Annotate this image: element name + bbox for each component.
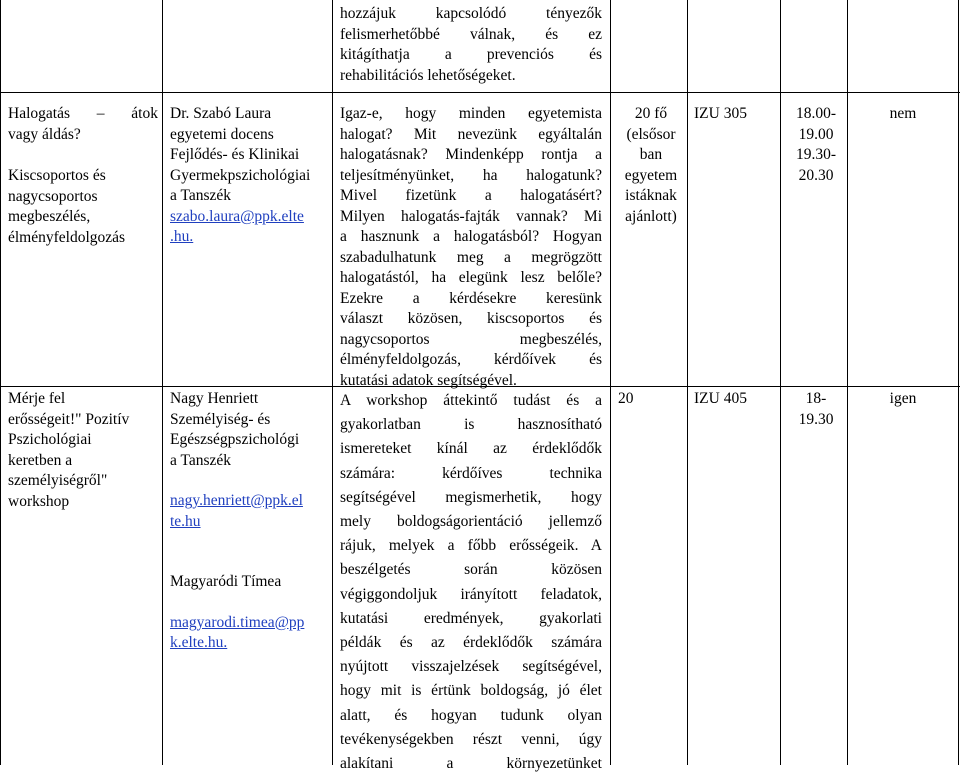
text-line: alakítani a környezetünket <box>340 755 602 773</box>
text-line: személyiségről" <box>8 472 108 489</box>
column-divider <box>780 0 781 765</box>
text-line: ban <box>639 146 663 163</box>
text-line: kitágíthatja a prevenciós és <box>340 46 602 63</box>
table-border-right <box>958 0 959 765</box>
workshop-title <box>8 104 158 145</box>
text-line: teljesítményünket, ha halogatunk? <box>340 166 602 184</box>
text-line: Igaz-e, hogy minden egyetemista <box>340 105 602 122</box>
row-divider <box>0 92 960 93</box>
text-line: felismerhetőbbé válnak, és ez <box>340 25 602 43</box>
column-divider <box>610 0 611 765</box>
room: IZU 405 <box>694 390 747 407</box>
text-line: nagycsoportos megbeszélés, <box>340 330 602 348</box>
email-link[interactable]: k.elte.hu. <box>170 634 228 651</box>
text-line: kutatási adatok segítségével. <box>340 371 517 389</box>
text-line: 19.30 <box>798 410 834 428</box>
text-line: hozzájuk kapcsolódó tényezők <box>340 5 602 22</box>
text-line: egyetem <box>624 166 678 184</box>
text-line: a Tanszék <box>170 451 232 469</box>
instructor-block <box>170 389 328 654</box>
spacer <box>170 471 328 491</box>
time-slot <box>786 104 846 186</box>
instructor-name: Nagy Henriett <box>170 390 259 407</box>
email-link[interactable]: magyarodi.timea@pp <box>170 613 305 631</box>
text-line: Egészségpszichológi <box>170 431 300 448</box>
text-line: Személyiség- és <box>170 410 271 428</box>
text-line: halogatástól, ha elegünk lesz belőle? <box>340 269 602 286</box>
text-line: 19.30- <box>795 146 837 163</box>
text-line: ismereteket kínál az érdeklődők <box>340 440 602 458</box>
column-divider <box>847 0 848 765</box>
instructor-name: Dr. Szabó Laura <box>170 105 272 122</box>
capacity: 20 <box>618 390 634 407</box>
text-line: Kiscsoportos és <box>8 167 106 184</box>
text-line: példák és az érdeklődők számára <box>340 634 602 652</box>
column-divider <box>332 0 333 765</box>
description-fragment <box>340 4 602 86</box>
text-line: Pszichológiai <box>8 431 92 448</box>
room: IZU 305 <box>694 105 747 122</box>
column-divider <box>687 0 688 765</box>
text-line: élményfeldolgozás, kérdőívek és <box>340 351 602 368</box>
text-line: ajánlott) <box>625 207 677 225</box>
capacity <box>618 104 684 227</box>
text-line: nagycsoportos <box>8 187 98 205</box>
text-line: 19.00 <box>798 125 834 143</box>
text-line: végiggondoljuk irányított feladatok, <box>340 585 602 603</box>
text-line: választ közösen, kiscsoportos és <box>340 310 602 327</box>
text-line: megbeszélés, <box>8 208 91 225</box>
text-line: beszélgetés során közösen <box>340 561 602 579</box>
time-slot <box>786 389 846 430</box>
text-line: kutatási eredmények, gyakorlati <box>340 609 602 627</box>
text-line: alatt, és hogyan tudunk olyan <box>340 706 602 724</box>
workshop-description <box>340 389 602 776</box>
text-line: szabadulhatunk meg a megrögzött <box>340 248 602 266</box>
text-line: Halogatás – átok <box>8 105 158 122</box>
spacer <box>170 532 328 572</box>
workshop-description <box>340 104 602 391</box>
text-line: a Tanszék <box>170 187 232 204</box>
text-line: nyújtott visszajelzések segítségével, <box>340 658 602 676</box>
text-line: Milyen halogatás-fajták vannak? Mi <box>340 207 602 225</box>
text-line: halogat? Mit nevezünk egyáltalán <box>340 125 602 143</box>
text-line: gyakorlatban is hasznosítható <box>340 416 602 434</box>
spacer <box>170 593 328 613</box>
instructor-name: Magyaródi Tímea <box>170 573 282 590</box>
text-line: rájuk, melyek a főbb erősségeik. A <box>340 537 602 555</box>
text-line: 18.00- <box>795 105 837 122</box>
email-link[interactable]: szabo.laura@ppk.elte <box>170 207 304 225</box>
text-line: A workshop áttekintő tudást és a <box>340 392 602 409</box>
table-border-left <box>0 0 1 765</box>
text-line: 18- <box>805 390 827 407</box>
text-line: Fejlődés- és Klinikai <box>170 146 300 163</box>
text-line: segítségével megismerhetik, hogy <box>340 488 602 506</box>
text-line: mely boldogságorientáció jellemző <box>340 513 602 531</box>
text-line: (elsősor <box>626 125 676 143</box>
text-line: Mivel fizetünk a halogatásért? <box>340 187 602 204</box>
email-link[interactable]: .hu. <box>170 228 194 245</box>
text-line: vagy áldás? <box>8 125 81 143</box>
availability-flag: nem <box>889 105 917 122</box>
text-line: istáknak <box>625 187 677 204</box>
text-line: Mérje fel <box>8 390 66 407</box>
instructor-block <box>170 104 328 248</box>
text-line: rehabilitációs lehetőségeket. <box>340 66 516 84</box>
text-line: Ezekre a kérdésekre keresünk <box>340 289 602 307</box>
column-divider <box>162 0 163 765</box>
text-line: 20 fő <box>634 105 668 122</box>
text-line: hogy mit is értünk boldogság, jó élet <box>340 682 602 700</box>
workshop-format <box>8 166 158 248</box>
email-link[interactable]: te.hu <box>170 512 201 530</box>
text-line: Gyermekpszichológiai <box>170 166 311 184</box>
text-line: élményfeldolgozás <box>8 228 126 246</box>
text-line: workshop <box>8 492 70 510</box>
text-line: számára: kérdőíves technika <box>340 464 602 482</box>
text-line: egyetemi docens <box>170 125 274 143</box>
text-line: 20.30 <box>798 166 834 184</box>
availability-flag: igen <box>889 390 917 407</box>
text-line: tevékenységekben részt venni, úgy <box>340 730 602 748</box>
text-line: a hasznunk a halogatásból? Hogyan <box>340 228 602 245</box>
email-link[interactable]: nagy.henriett@ppk.el <box>170 492 303 509</box>
text-line: keretben a <box>8 451 73 469</box>
text-line: erősségeit!" Pozitív <box>8 410 130 428</box>
workshop-title <box>8 389 158 512</box>
text-line: halogatásnak? Mindenképp rontja a <box>340 146 602 163</box>
